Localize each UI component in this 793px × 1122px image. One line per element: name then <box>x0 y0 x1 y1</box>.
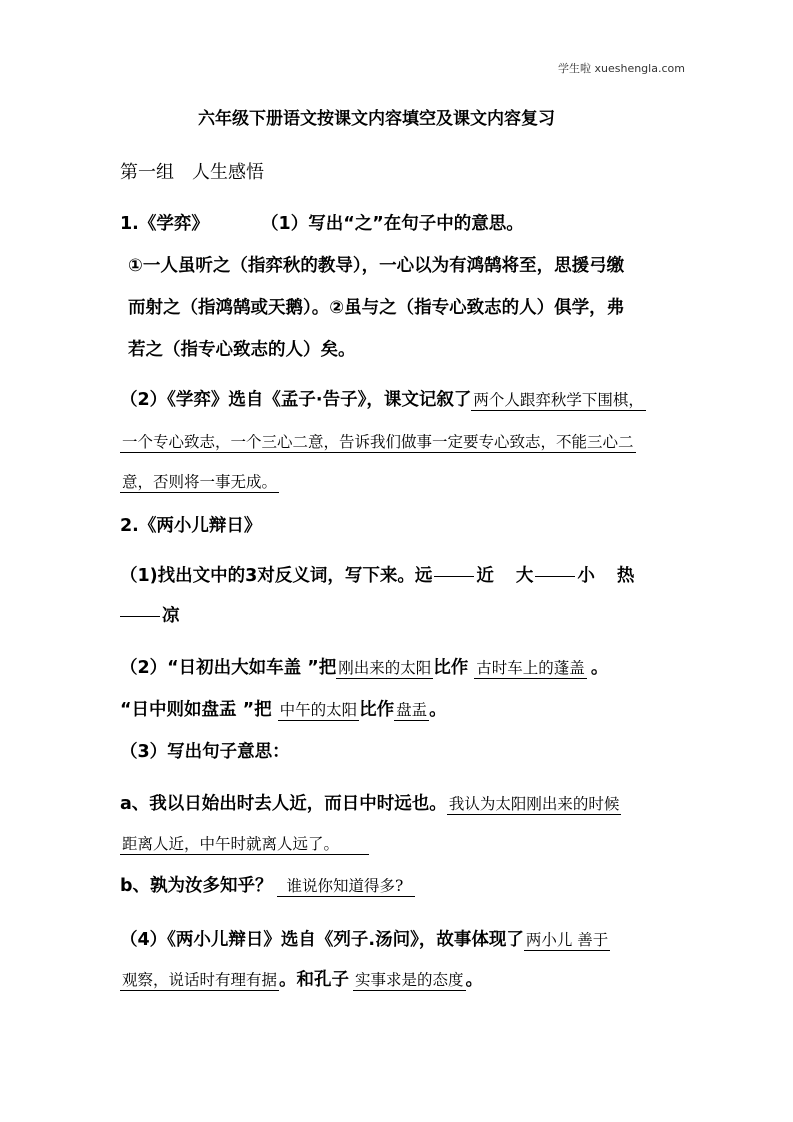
q2a-answer-1: 刚出来的太阳 <box>338 659 432 677</box>
q2a-end: 。 <box>590 658 609 678</box>
pair-2-a: 大 <box>515 566 534 586</box>
pair-3-a: 热 <box>616 566 635 586</box>
answer-2-part-1: 两个人跟弈秋学下围棋， <box>473 391 644 409</box>
sentence-a-line-2 <box>120 832 369 854</box>
section-2-question-2a <box>120 654 608 679</box>
sentence-b <box>120 872 415 897</box>
q4-text: （4）《两小儿辩日》选自《列子.汤问》，故事体现了 <box>120 930 524 950</box>
q2b-answer-1: 中午的太阳 <box>279 701 358 719</box>
q2b-end: 。 <box>429 700 447 720</box>
q4-mid: 。和孔子 <box>279 970 350 990</box>
section-1-line-3: 若之（指专心致志的人）矣。 <box>128 340 356 360</box>
q2b-mid: 比作 <box>359 700 395 720</box>
section-2-question-3: （3）写出句子意思： <box>120 742 290 762</box>
sentence-a <box>120 790 621 815</box>
sentence-a-answer-2: 距离人近，中午时就离人远了。 <box>120 835 369 855</box>
question-2-text: （2）《学弈》选自《孟子·告子》，课文记叙了 <box>120 390 472 410</box>
answer-2-line-2 <box>120 430 636 452</box>
section-1-row <box>120 210 524 235</box>
q1-text: （1)找出文中的3对反义词，写下来。 <box>120 566 415 586</box>
pair-dash <box>434 576 474 577</box>
q2b-answer-2: 盘盂 <box>396 701 428 719</box>
q2a-answer-2: 古时车上的蓬盖 <box>476 659 585 677</box>
sentence-b-answer: 谁说你知道得多? <box>277 877 416 897</box>
section-1-line-2: 而射之（指鸿鹄或天鹅）。②虽与之（指专心致志的人）俱学，弗 <box>128 298 625 318</box>
page-title: 六年级下册语文按课文内容填空及课文内容复习 <box>198 109 555 129</box>
pair-3-b: 凉 <box>162 606 180 626</box>
pair-3-line <box>120 602 180 627</box>
section-2-question-1 <box>120 562 634 587</box>
q2b-text: “日中则如盘盂 ”把 <box>120 700 272 720</box>
site-header: 学生啦 xueshengla.com <box>558 62 685 75</box>
sentence-a-answer-1: 我认为太阳刚出来的时候 <box>448 795 620 813</box>
pair-2-b: 小 <box>577 566 595 586</box>
section-2-question-2b <box>120 696 447 721</box>
q4-answer-2: 观察，说话时有理有据 <box>122 971 278 989</box>
pair-1-a: 远 <box>414 566 433 586</box>
group-heading: 第一组 人生感悟 <box>120 162 264 183</box>
answer-2-line-3 <box>120 470 279 492</box>
section-1-heading: 1.《学弈》 <box>120 214 209 234</box>
section-2-heading: 2.《两小儿辩日》 <box>120 516 262 536</box>
q4-end: 。 <box>465 970 484 990</box>
answer-2-part-2: 一个专心致志，一个三心二意，告诉我们做事一定要专心致志，不能三心二 <box>122 433 634 451</box>
section-1-question-2 <box>120 386 646 411</box>
sentence-b-text: b、孰为汝多知乎？ <box>120 876 273 896</box>
section-1-question-1: （1）写出“之”在句子中的意思。 <box>261 214 524 234</box>
pair-1-b: 近 <box>476 566 494 586</box>
q2a-mid: 比作 <box>433 658 469 678</box>
pair-dash <box>120 616 160 617</box>
answer-2-part-3: 意，否则将一事无成。 <box>122 473 278 491</box>
q4-answer-3: 实事求是的态度 <box>355 971 464 989</box>
q4-answer-1: 两小儿 善于 <box>525 931 609 949</box>
section-1-line-1: ①一人虽听之（指弈秋的教导），一心以为有鸿鹄将至，思援弓缴 <box>128 256 625 276</box>
sentence-a-text: a、我以日始出时去人近，而日中时远也。 <box>120 794 447 814</box>
pair-dash <box>535 576 575 577</box>
section-2-question-4 <box>120 926 610 951</box>
q2a-text: （2）“日初出大如车盖 ”把 <box>120 658 337 678</box>
q4-line-2 <box>120 966 483 991</box>
